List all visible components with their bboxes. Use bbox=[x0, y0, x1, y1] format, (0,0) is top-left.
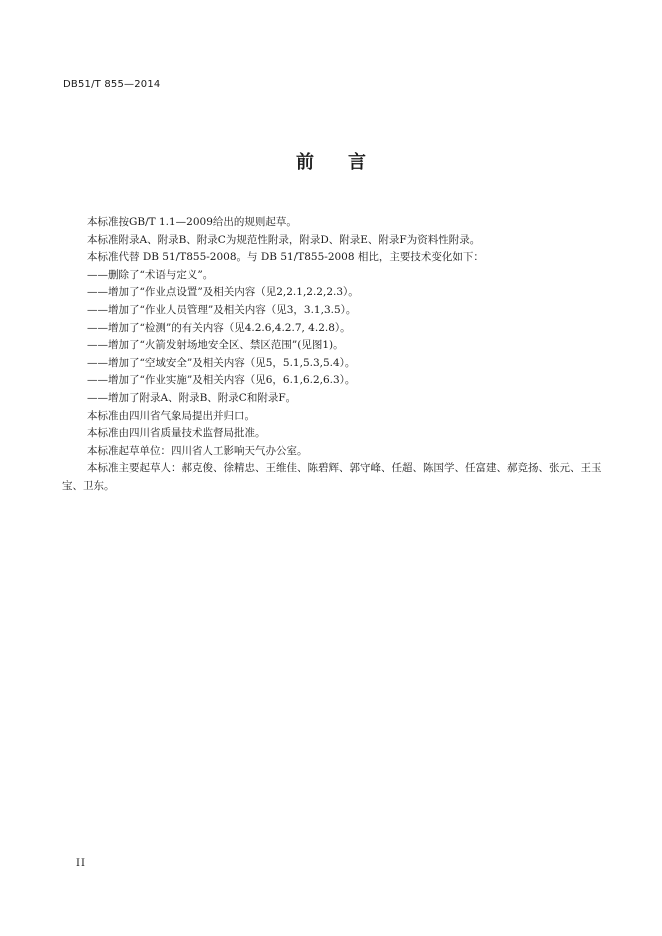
change-item: ——增加了“检测”的有关内容（见4.2.6,4.2.7, 4.2.8）。 bbox=[87, 321, 351, 334]
change-item: ——增加了“火箭发射场地安全区、禁区范围”(见图1)。 bbox=[87, 339, 344, 352]
paragraph-replaces: 本标准代替 DB 51/T855-2008。与 DB 51/T855-2008 相比，主要技术变化如下： bbox=[87, 251, 484, 264]
preface-body bbox=[62, 214, 602, 496]
title-char-2: 言 bbox=[348, 152, 366, 173]
page-title bbox=[0, 148, 662, 174]
title-char-1: 前 bbox=[296, 152, 314, 173]
paragraph-proposed-by: 本标准由四川省气象局提出并归口。 bbox=[87, 409, 255, 422]
paragraph-appendices: 本标准附录A、附录B、附录C为规范性附录，附录D、附录E、附录F为资料性附录。 bbox=[87, 233, 481, 246]
change-item: ——删除了“术语与定义”。 bbox=[87, 268, 214, 281]
change-item: ——增加了“作业实施”及相关内容（见6，6.1,6.2,6.3）。 bbox=[87, 374, 356, 387]
paragraph-drafting-unit: 本标准起草单位：四川省人工影响天气办公室。 bbox=[87, 444, 308, 457]
change-item: ——增加了“作业点设置”及相关内容（见2,2.1,2.2,2.3）。 bbox=[87, 286, 359, 299]
page-number: II bbox=[76, 858, 86, 869]
change-item: ——增加了附录A、附录B、附录C和附录F。 bbox=[87, 391, 297, 404]
document-code: DB51/T 855—2014 bbox=[63, 79, 161, 90]
paragraph-approved-by: 本标准由四川省质量技术监督局批准。 bbox=[87, 427, 266, 440]
paragraph-drafters: 本标准主要起草人：郝克俊、徐精忠、王维佳、陈碧辉、郭守峰、任超、陈国学、任富建、郝竞扬、张元、王玉宝、卫东。 bbox=[62, 462, 602, 492]
change-item: ——增加了“空域安全”及相关内容（见5，5.1,5.3,5.4）。 bbox=[87, 356, 356, 369]
paragraph-drafting-rules: 本标准按GB/T 1.1—2009给出的规则起草。 bbox=[87, 216, 297, 228]
change-item: ——增加了“作业人员管理”及相关内容（见3，3.1,3.5）。 bbox=[87, 303, 357, 316]
